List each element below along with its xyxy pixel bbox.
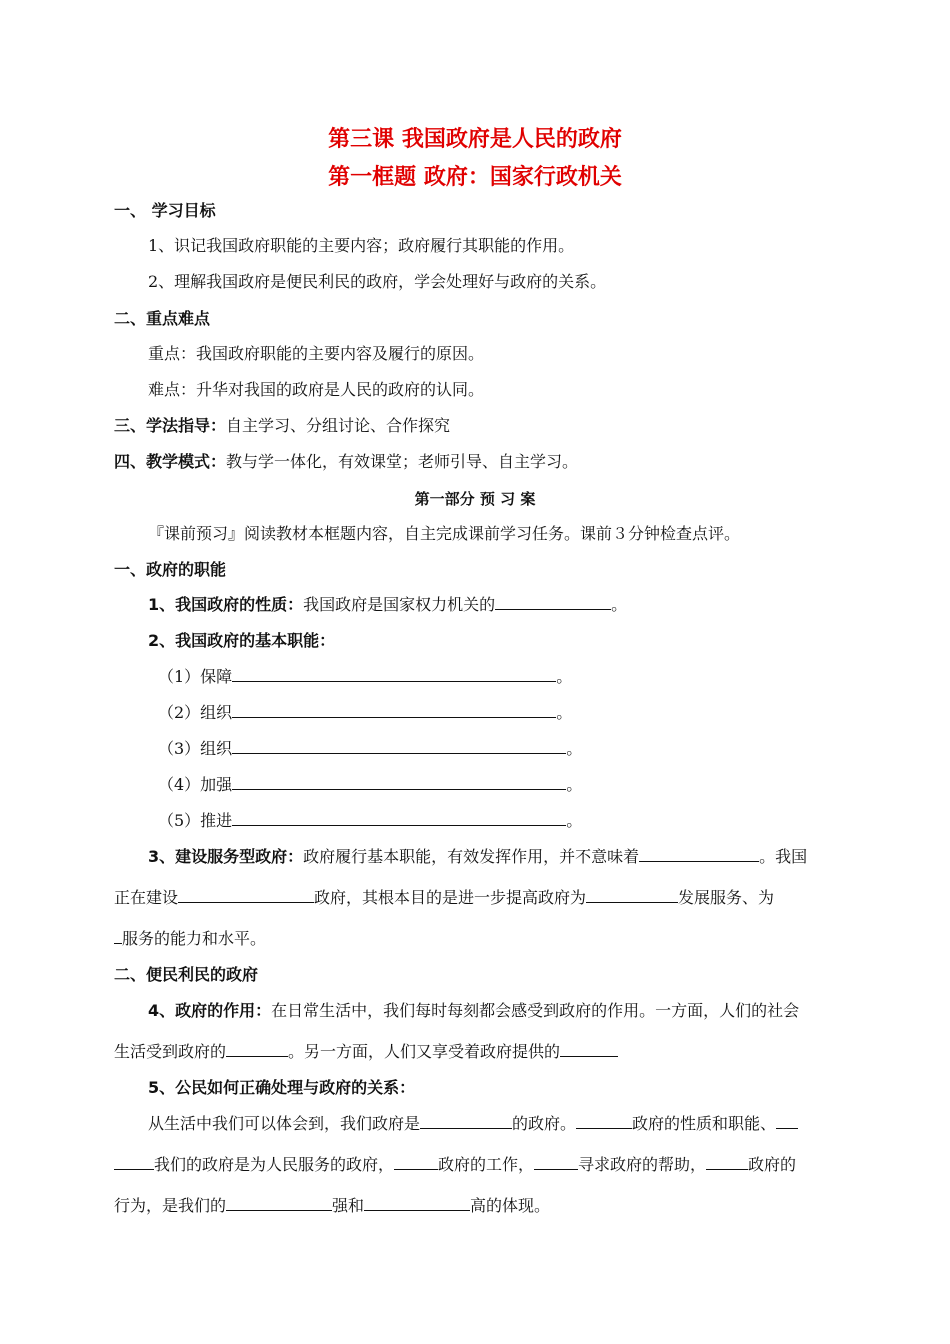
- study-method-text: 自主学习、分组讨论、合作探究: [226, 416, 451, 435]
- answer-blank[interactable]: [232, 703, 556, 718]
- question-1-text: 我国政府是国家权力机关的: [303, 595, 496, 614]
- answer-blank[interactable]: [232, 667, 556, 682]
- question-5-text: 政府的: [748, 1155, 797, 1174]
- question-3-label: 3、建设服务型政府：: [148, 847, 304, 866]
- goal-item-1: 1、识记我国政府职能的主要内容；政府履行其职能的作用。: [148, 236, 575, 255]
- question-3-text: 正在建设: [114, 888, 179, 907]
- study-method-label: 三、学法指导：: [114, 416, 227, 435]
- question-5-text: 政府的性质和职能、: [632, 1114, 777, 1133]
- question-2-label: 2、我国政府的基本职能：: [148, 631, 336, 650]
- question-5-text: 行为，是我们的: [114, 1196, 227, 1215]
- heading-convenient-government: 二、便民利民的政府: [114, 965, 259, 984]
- question-5-text: 强和: [332, 1196, 365, 1215]
- key-point: 重点：我国政府职能的主要内容及履行的原因。: [148, 344, 485, 363]
- heading-government-functions: 一、政府的职能: [114, 560, 227, 579]
- question-5-label: 5、公民如何正确处理与政府的关系：: [148, 1078, 416, 1097]
- punctuation: 。: [556, 667, 573, 686]
- answer-blank[interactable]: [178, 888, 314, 903]
- function-item-4: [158, 775, 582, 795]
- question-5-text: 从生活中我们可以体会到，我们政府是: [148, 1114, 421, 1133]
- function-item-2: [158, 703, 572, 723]
- function-item-3: [158, 739, 582, 759]
- question-4-text: 在日常生活中，我们每时每刻都会感受到政府的作用。一方面，人们的社会: [271, 1001, 800, 1020]
- question-3-text: 。我国: [759, 847, 808, 866]
- question-5-text: 的政府。: [512, 1114, 577, 1133]
- question-3-line-2: [114, 888, 774, 908]
- question-3-text: 政府履行基本职能，有效发挥作用，并不意味着: [303, 847, 640, 866]
- answer-blank[interactable]: [586, 888, 678, 903]
- question-4-text: 生活受到政府的: [114, 1042, 227, 1061]
- part-one-heading: 第一部分 预 习 案: [414, 490, 536, 508]
- question-4-text: 。另一方面，人们又享受着政府提供的: [288, 1042, 561, 1061]
- question-4-label: 4、政府的作用：: [148, 1001, 272, 1020]
- answer-blank[interactable]: [364, 1196, 470, 1211]
- function-item-label: （1）保障: [158, 667, 233, 686]
- heading-key-points: 二、重点难点: [114, 309, 211, 328]
- answer-blank[interactable]: [226, 1042, 288, 1057]
- question-4-line-2: [114, 1042, 618, 1062]
- answer-blank[interactable]: [232, 739, 566, 754]
- answer-blank[interactable]: [495, 595, 611, 610]
- heading-learning-goals: 一、 学习目标: [114, 201, 216, 220]
- question-5-text: 我们的政府是为人民服务的政府，: [154, 1155, 395, 1174]
- preview-instructions: 『课前预习』阅读教材本框题内容，自主完成课前学习任务。课前３分钟检查点评。: [148, 524, 741, 543]
- function-item-label: （2）组织: [158, 703, 233, 722]
- answer-blank[interactable]: [114, 1155, 154, 1170]
- function-item-label: （3）组织: [158, 739, 233, 758]
- question-4-line-1: [148, 1001, 799, 1021]
- answer-blank[interactable]: [576, 1114, 632, 1129]
- question-5-line-1: [148, 1114, 798, 1134]
- answer-blank[interactable]: [776, 1114, 798, 1129]
- answer-blank[interactable]: [232, 775, 566, 790]
- study-method-line: [114, 416, 450, 436]
- question-5-line-2: [114, 1155, 796, 1175]
- section-subtitle: 第一框题 政府：国家行政机关: [328, 165, 622, 190]
- question-5-text: 政府的工作，: [438, 1155, 535, 1174]
- answer-blank[interactable]: [639, 847, 759, 862]
- function-item-label: （5）推进: [158, 811, 233, 830]
- teaching-mode-line: [114, 452, 578, 472]
- punctuation: 。: [556, 703, 573, 722]
- punctuation: 。: [566, 811, 583, 830]
- goal-item-2: 2、理解我国政府是便民利民的政府，学会处理好与政府的关系。: [148, 272, 607, 291]
- question-1: [148, 595, 627, 615]
- teaching-mode-label: 四、教学模式：: [114, 452, 227, 471]
- question-3-line-1: [148, 847, 807, 867]
- question-3-text: 政府，其根本目的是进一步提高政府为: [314, 888, 587, 907]
- question-5-text: 寻求政府的帮助，: [578, 1155, 707, 1174]
- function-item-5: [158, 811, 582, 831]
- question-5-line-3: [114, 1196, 550, 1216]
- answer-blank[interactable]: [706, 1155, 748, 1170]
- question-1-label: 1、我国政府的性质：: [148, 595, 304, 614]
- function-item-label: （4）加强: [158, 775, 233, 794]
- question-3-text: 发展服务、为: [678, 888, 775, 907]
- question-5-text: 高的体现。: [470, 1196, 551, 1215]
- answer-blank[interactable]: [560, 1042, 618, 1057]
- lesson-title: 第三课 我国政府是人民的政府: [328, 127, 622, 152]
- question-3-text: 服务的能力和水平。: [122, 929, 267, 948]
- teaching-mode-text: 教与学一体化，有效课堂；老师引导、自主学习。: [226, 452, 579, 471]
- question-3-line-3: [114, 929, 266, 949]
- answer-blank[interactable]: [232, 811, 566, 826]
- answer-blank[interactable]: [226, 1196, 332, 1211]
- answer-blank[interactable]: [420, 1114, 512, 1129]
- answer-blank[interactable]: [394, 1155, 438, 1170]
- difficult-point: 难点：升华对我国的政府是人民的政府的认同。: [148, 380, 485, 399]
- answer-blank[interactable]: [534, 1155, 578, 1170]
- punctuation: 。: [611, 595, 628, 614]
- function-item-1: [158, 667, 572, 687]
- punctuation: 。: [566, 739, 583, 758]
- punctuation: 。: [566, 775, 583, 794]
- answer-blank[interactable]: [114, 929, 122, 944]
